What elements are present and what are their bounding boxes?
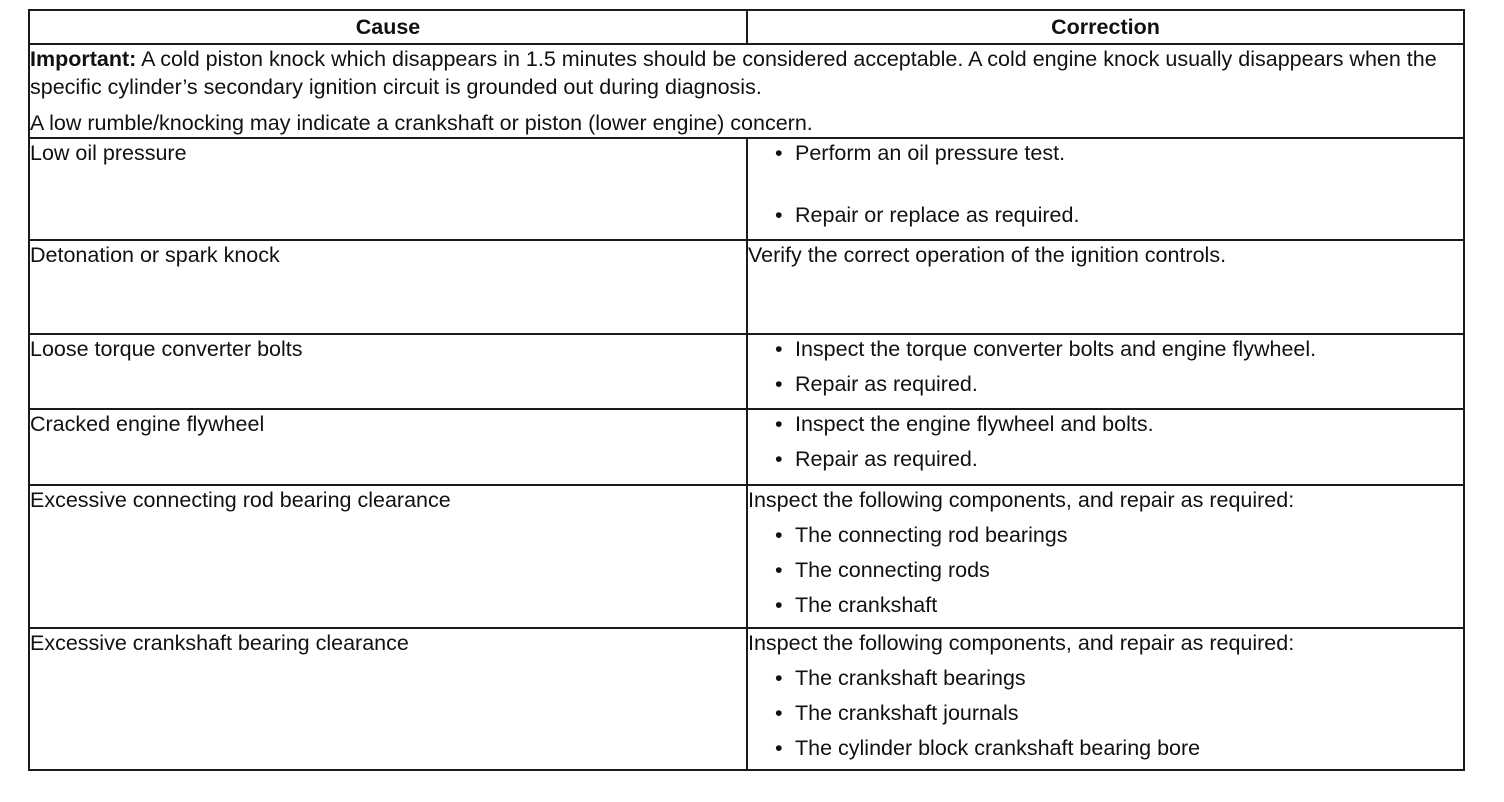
bullet-icon: • [775,141,783,165]
correction-list [748,410,1463,480]
cause-column-header: Cause [29,10,747,44]
list-item-text: Repair or replace as required. [795,203,1080,227]
list-item-text: The connecting rod bearings [795,523,1068,547]
important-label: Important: [30,47,137,71]
correction-cell [747,409,1464,485]
list-item [748,370,1463,405]
list-item-text: The crankshaft bearings [795,666,1026,690]
list-item [748,139,1463,201]
correction-cell [747,485,1464,628]
list-item-text: The crankshaft journals [795,701,1019,725]
list-item-text: Inspect the engine flywheel and bolts. [795,412,1154,436]
list-item [748,734,1463,769]
correction-cell [747,138,1464,240]
correction-list [748,335,1463,405]
table-row [29,240,1464,334]
list-item-text: Repair as required. [795,372,978,396]
rumble-note: A low rumble/knocking may indicate a crankshaft or piston (lower engine) concern. [30,111,813,135]
correction-column-header: Correction [747,10,1464,44]
list-item [748,410,1463,445]
header-row [29,10,1464,44]
diagnosis-table [28,9,1465,771]
correction-intro: Inspect the following components, and repair as required: [748,631,1295,655]
correction-list [748,521,1463,626]
note-row [29,44,1464,138]
correction-list [748,139,1463,236]
bullet-icon: • [775,593,783,617]
table-row [29,485,1464,628]
list-item [748,556,1463,591]
bullet-icon: • [775,523,783,547]
table-row [29,138,1464,240]
bullet-icon: • [775,447,783,471]
list-item [748,664,1463,699]
bullet-icon: • [775,203,783,227]
cause-cell: Loose torque converter bolts [29,334,747,409]
table-row [29,628,1464,770]
important-paragraph [30,45,1463,101]
list-item [748,521,1463,556]
correction-intro: Inspect the following components, and repair as required: [748,488,1295,512]
important-text: A cold piston knock which disappears in 1.5 minutes should be considered acceptable. A cold engine knock usually disappears when the specific cylinder’s secondary ignition circuit is grounded out during diagnosis. [30,47,1437,99]
correction-cell [747,334,1464,409]
list-item-text: Perform an oil pressure test. [795,141,1066,165]
list-item [748,699,1463,734]
bullet-icon: • [775,736,783,760]
cause-cell: Cracked engine flywheel [29,409,747,485]
list-item-text: The cylinder block crankshaft bearing bore [795,736,1201,760]
cause-cell: Detonation or spark knock [29,240,747,334]
bullet-icon: • [775,372,783,396]
list-item [748,335,1463,370]
bullet-icon: • [775,666,783,690]
list-item [748,445,1463,480]
list-item-text: The connecting rods [795,558,990,582]
cause-cell: Excessive crankshaft bearing clearance [29,628,747,770]
list-item [748,201,1463,236]
bullet-icon: • [775,412,783,436]
cause-cell: Low oil pressure [29,138,747,240]
table-row [29,334,1464,409]
important-note [29,44,1464,138]
table-row [29,409,1464,485]
bullet-icon: • [775,701,783,725]
correction-list [748,664,1463,769]
list-item [748,591,1463,626]
bullet-icon: • [775,337,783,361]
bullet-icon: • [775,558,783,582]
correction-cell: Verify the correct operation of the ignition controls. [747,240,1464,334]
list-item-text: Repair as required. [795,447,978,471]
list-item-text: The crankshaft [795,593,938,617]
correction-cell [747,628,1464,770]
cause-cell: Excessive connecting rod bearing clearance [29,485,747,628]
list-item-text: Inspect the torque converter bolts and engine flywheel. [795,337,1317,361]
